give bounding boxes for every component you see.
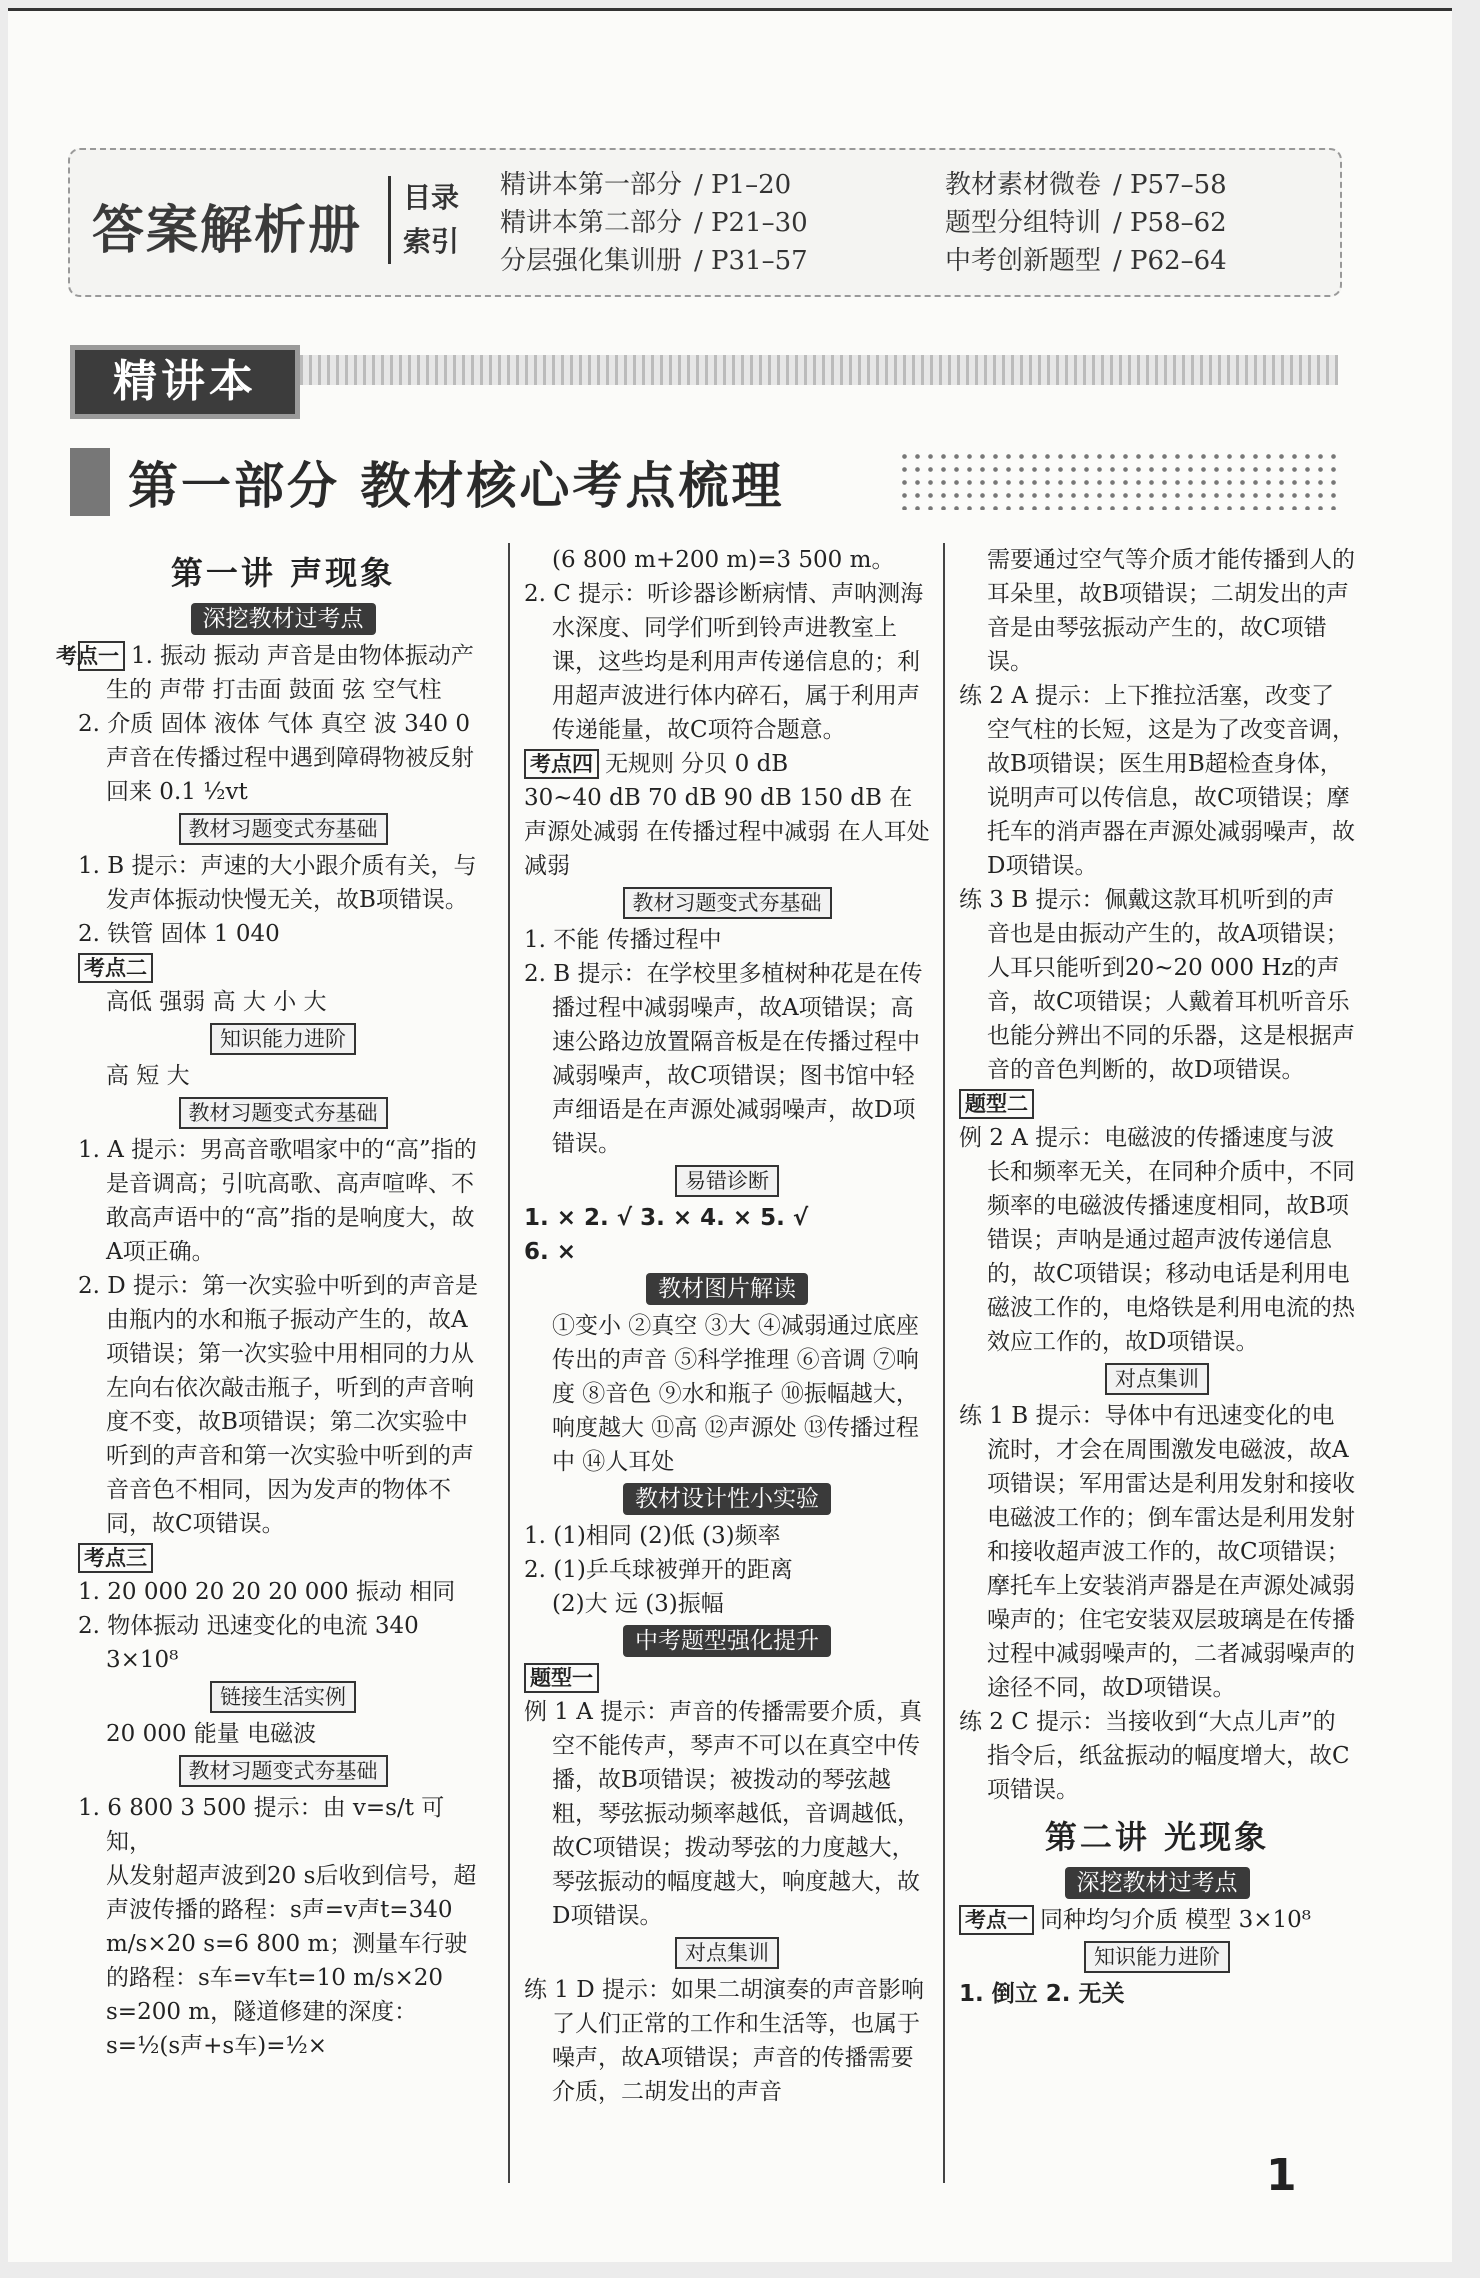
section-tag: 知识能力进阶 (1084, 1941, 1230, 1973)
answer-line: 练 1 D 提示：如果二胡演奏的声音影响了人们正常的工作和生活等，也属于噪声，故A项错误；声音的传播需要介质，二胡发出的声音 (524, 1977, 925, 2105)
banner-stripe (300, 355, 1338, 385)
answer-line: 需要通过空气等介质才能传播到人的耳朵里，故B项错误；二胡发出的声音是由琴弦振动产生的，故C项错误。 (987, 547, 1355, 675)
answer-line: 从发射超声波到20 s后收到信号，超声波传播的路程：s声=v声t=340 m/s×20 s=6 800 m；测量车行驶的路程：s车=v车t=10 m/s×20 s=200 m，隧道修建的深度：s=½(s声+s车)=½× (106, 1863, 477, 2059)
toc-label: 目录索引 (388, 176, 463, 264)
answer-line: 练 1 B 提示：导体中有迅速变化的电流时，才会在周围激发电磁波，故A项错误；军用雷达是利用发射和接收电磁波工作的；倒车雷达是利用发射和接收超声波工作的，故C项错误；摩托车上安装消声器是在声源处减弱噪声的；住宅安装双层玻璃是在传播过程中减弱噪声的，二者减弱噪声的途径不同，故D项错误。 (959, 1403, 1355, 1701)
answer-line: 1. 20 000 20 20 20 000 振动 相同 (78, 1579, 456, 1605)
toc-item[interactable]: 分层强化集训册 / P31–57 (500, 246, 808, 276)
answer-line: 1. 不能 传播过程中 (524, 927, 722, 953)
toc-left-column (500, 166, 808, 280)
answer-line: 2. D 提示：第一次实验中听到的声音是由瓶内的水和瓶子振动产生的，故A项错误；第一次实验中用相同的力从左向右依次敲击瓶子，听到的声音响度不变，故B项错误；第二次实验中听到的声音和第一次实验中听到的声音音色不相同，因为发声的物体不同，故C项错误。 (78, 1273, 479, 1537)
answer-line: 1. A 提示：男高音歌唱家中的“高”指的是音调高；引吭高歌、高声喧哗、不敢高声语中的“高”指的是响度大，故A项正确。 (78, 1137, 477, 1265)
answer-line: 练 2 C 提示：当接收到“大点儿声”的指令后，纸盆振动的幅度增大，故C项错误。 (959, 1709, 1350, 1803)
toc-item[interactable]: 精讲本第一部分 / P1–20 (500, 170, 792, 200)
kaodian-label: 考点三 (78, 1543, 153, 1573)
answer-line: 例 2 A 提示：电磁波的传播速度与波长和频率无关，在同种介质中，不同频率的电磁波传播速度相同，故B项错误；声呐是通过超声波传递信息的，故C项错误；移动电话是利用电磁波工作的，电烙铁是利用电流的热效应工作的，故D项错误。 (959, 1125, 1355, 1355)
answer-line: 高低 强弱 高 大 小 大 (106, 989, 327, 1015)
section-tag: 中考题型强化提升 (623, 1625, 831, 1657)
section-tag: 易错诊断 (675, 1165, 779, 1197)
section-tag: 对点集训 (675, 1937, 779, 1969)
column-3 (943, 543, 1355, 2183)
toc-item[interactable]: 教材素材微卷 / P57–58 (945, 170, 1227, 200)
answer-line: 20 000 能量 电磁波 (106, 1721, 317, 1747)
answer-line: 例 1 A 提示：声音的传播需要介质，真空不能传声，琴声不可以在真空中传播，故B项错误；被拨动的琴弦越粗，琴弦振动频率越低，音调越低，故C项错误；拨动琴弦的力度越大，琴弦振动的幅度越大，响度越大，故D项错误。 (524, 1699, 923, 1929)
answer-line: 1. 6 800 3 500 提示：由 v=s/t 可知， (78, 1795, 445, 1855)
answer-line: 2. 介质 固体 液体 气体 真空 波 340 0 声音在传播过程中遇到障碍物被反射回来 0.1 ½vt (78, 711, 474, 805)
answer-line: 1. 倒立 2. 无关 (959, 1981, 1125, 2007)
answer-line: 2. 物体振动 迅速变化的电流 340 3×10⁸ (78, 1613, 419, 1673)
section-tag: 链接生活实例 (210, 1681, 356, 1713)
tixing-label: 题型二 (959, 1089, 1034, 1119)
index-header-box (68, 148, 1342, 297)
section-tag: 教材图片解读 (646, 1273, 808, 1305)
answer-line: 1. B 提示：声速的大小跟介质有关，与发声体振动快慢无关，故B项错误。 (78, 853, 477, 913)
toc-right-column (945, 166, 1227, 280)
answer-page (8, 8, 1452, 2262)
toc-item[interactable]: 题型分组特训 / P58–62 (945, 208, 1227, 238)
lecture-title: 第二讲 光现象 (1044, 1818, 1270, 1856)
section-tag: 对点集训 (1105, 1363, 1209, 1395)
kaodian-label: 考点一 (78, 641, 125, 671)
answer-line: 1. × 2. √ 3. × 4. × 5. √ (524, 1205, 809, 1231)
answer-line: 2. 铁管 固体 1 040 (78, 921, 280, 947)
dot-pattern (898, 450, 1338, 510)
kaodian-label: 考点二 (78, 953, 153, 983)
answer-line: (2)大 远 (3)振幅 (552, 1591, 724, 1617)
answer-line: 30~40 dB 70 dB 90 dB 150 dB 在声源处减弱 在传播过程中减弱 在人耳处减弱 (524, 785, 930, 879)
answer-line: 6. × (524, 1239, 577, 1265)
kaodian-label: 考点一 (959, 1905, 1034, 1935)
part-title: 第一部分 教材核心考点梳理 (128, 457, 785, 515)
top-rule (8, 8, 1452, 11)
section-tag: 知识能力进阶 (210, 1023, 356, 1055)
answer-line: 2. C 提示：听诊器诊断病情、声呐测海水深度、同学们听到铃声进教室上课，这些均是利用声传递信息的；利用超声波进行体内碎石，属于利用声传递能量，故C项符合题意。 (524, 581, 924, 743)
answer-line: 同种均匀介质 模型 3×10⁸ (1040, 1907, 1312, 1933)
section-tag: 教材习题变式夯基础 (179, 1097, 388, 1129)
toc-item[interactable]: 中考创新题型 / P62–64 (945, 246, 1227, 276)
page-number: 1 (1266, 2150, 1297, 2201)
section-tag: 教材习题变式夯基础 (179, 813, 388, 845)
section-tag: 教材设计性小实验 (623, 1483, 831, 1515)
lecture-title: 第一讲 声现象 (170, 554, 396, 592)
answer-line: 2. B 提示：在学校里多植树种花是在传播过程中减弱噪声，故A项错误；高速公路边放置隔音板是在传播过程中减弱噪声，故C项错误；图书馆中轻声细语是在声源处减弱噪声，故D项错误。 (524, 961, 923, 1157)
toc-item[interactable]: 精讲本第二部分 / P21–30 (500, 208, 808, 238)
answer-line: 2. (1)乒乓球被弹开的距离 (524, 1557, 793, 1583)
answer-line: 练 3 B 提示：佩戴这款耳机听到的声音也是由振动产生的，故A项错误；人耳只能听到20~20 000 Hz的声音，故C项错误；人戴着耳机听音乐也能分辨出不同的乐器，这是根据声音的音色判断的，故D项错误。 (959, 887, 1355, 1083)
kaodian-label: 考点四 (524, 749, 599, 779)
answer-line: (6 800 m+200 m)=3 500 m。 (552, 547, 895, 573)
section-tag: 深挖教材过考点 (191, 603, 376, 635)
column-1 (56, 543, 488, 2063)
section-banner: 精讲本 (70, 345, 300, 419)
answer-line: 无规则 分贝 0 dB (605, 751, 789, 777)
answer-line: ①变小 ②真空 ③大 ④减弱通过底座传出的声音 ⑤科学推理 ⑥音调 ⑦响度 ⑧音色 ⑨水和瓶子 ⑩振幅越大，响度越大 ⑪高 ⑫声源处 ⑬传播过程中 ⑭人耳处 (552, 1313, 919, 1475)
section-tag: 教材习题变式夯基础 (623, 887, 832, 919)
answer-line: 1. (1)相同 (2)低 (3)频率 (524, 1523, 781, 1549)
answer-line: 练 2 A 提示：上下推拉活塞，改变了空气柱的长短，这是为了改变音调，故B项错误；医生用B超检查身体，说明声可以传信息，故C项错误；摩托车的消声器在声源处减弱噪声，故D项错误。 (959, 683, 1355, 879)
tixing-label: 题型一 (524, 1663, 599, 1693)
book-title: 答案解析册 (92, 201, 363, 261)
part-marker (70, 448, 110, 516)
column-2 (508, 543, 930, 2183)
section-tag: 教材习题变式夯基础 (179, 1755, 388, 1787)
section-tag: 深挖教材过考点 (1065, 1867, 1250, 1899)
answer-line: 高 短 大 (106, 1063, 190, 1089)
answer-line: 1. 振动 振动 声音是由物体振动产生的 声带 打击面 鼓面 弦 空气柱 (106, 643, 474, 703)
